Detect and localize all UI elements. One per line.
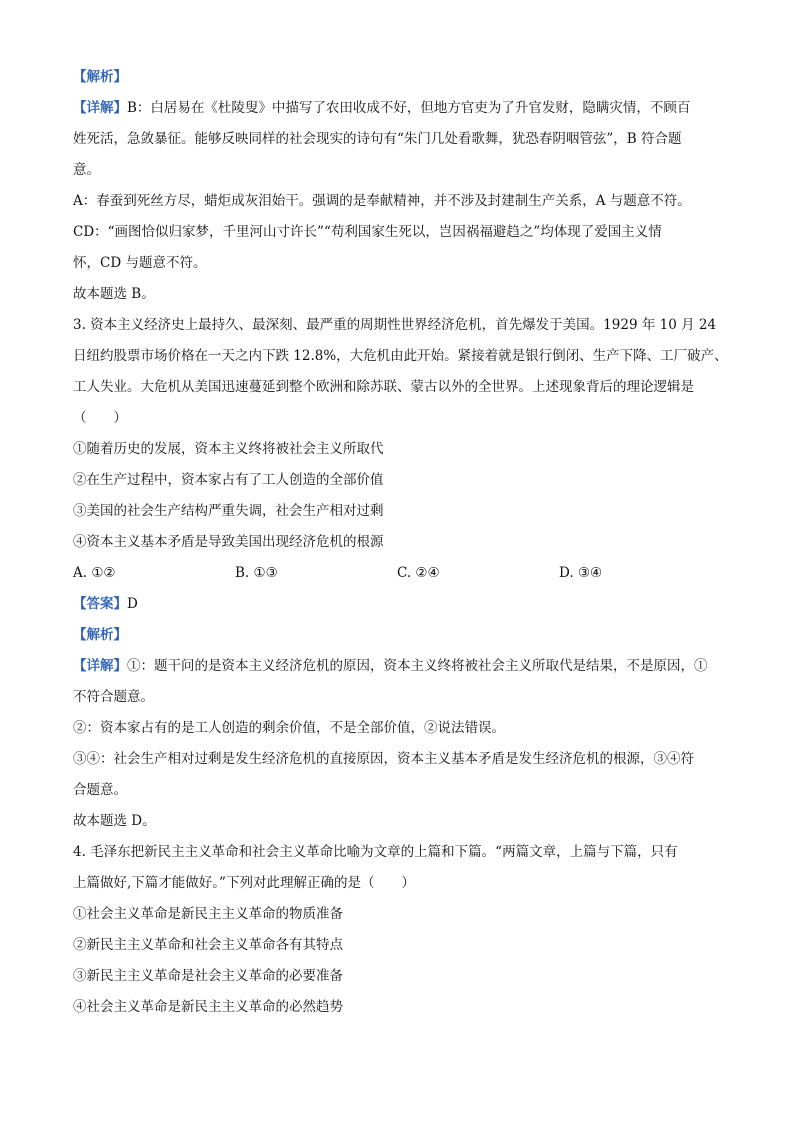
detail-tag: 【详解】 — [73, 100, 127, 116]
answer-line — [73, 589, 733, 620]
question-3-blank: （ ） — [73, 410, 127, 426]
detail-line — [73, 93, 733, 124]
question-3-stem: 工人失业。大危机从美国迅速蔓延到整个欧洲和除苏联、蒙古以外的全世界。上述现象背后的理论逻辑是 — [73, 379, 694, 395]
text-line: 姓死活，急敛暴征。能够反映同样的社会现实的诗句有“朱门几处看歌舞，犹恐春阴咽管弦”，B 符合题 — [73, 131, 682, 147]
analysis-heading — [73, 62, 733, 93]
text-line: 怀，CD 与题意不符。 — [73, 255, 207, 271]
statement-2: ②新民主主义革命和社会主义革命各有其特点 — [73, 937, 343, 953]
statement-4: ④社会主义革命是新民主主义革命的必然趋势 — [73, 999, 343, 1015]
text-line: 不符合题意。 — [73, 689, 154, 705]
option-b: B. ①③ — [235, 565, 278, 581]
option-c: C. ②④ — [397, 565, 440, 581]
statement-4: ④资本主义基本矛盾是导致美国出现经济危机的根源 — [73, 534, 384, 550]
analysis-tag: 【解析】 — [73, 627, 127, 643]
detail-line — [73, 651, 733, 682]
conclusion-line: 故本题选 B。 — [73, 286, 155, 302]
answer-tag: 【答案】 — [73, 596, 127, 612]
option-a: A. ①② — [73, 565, 116, 581]
text-line: A：春蚕到死丝方尽，蜡炬成灰泪始干。强调的是奉献精神，并不涉及封建制生产关系，A 与题意不符。 — [73, 193, 691, 209]
detail-tag: 【详解】 — [73, 658, 127, 674]
option-d: D. ③④ — [559, 565, 603, 581]
detail-text: ①：题干问的是资本主义经济危机的原因，资本主义终将被社会主义所取代是结果，不是原因，① — [127, 658, 708, 674]
text-line: 合题意。 — [73, 782, 127, 798]
text-line: 意。 — [73, 162, 100, 178]
conclusion-line: 故本题选 D。 — [73, 813, 156, 829]
question-3-stem: 日纽约股票市场价格在一天之内下跌 12.8%，大危机由此开始。紧接着就是银行倒闭、生产下降、工厂破产、 — [73, 348, 728, 364]
detail-text: B：白居易在《杜陵叟》中描写了农田收成不好，但地方官吏为了升官发财，隐瞒灾情，不顾百 — [127, 100, 691, 116]
statement-2: ②在生产过程中，资本家占有了工人创造的全部价值 — [73, 472, 384, 488]
answer-value: D — [127, 596, 138, 612]
text-line: CD：“画图恰似归家梦，千里河山寸许长”“苟利国家生死以，岂因祸福避趋之”均体现了爱国主义情 — [73, 224, 662, 240]
statement-1: ①随着历史的发展，资本主义终将被社会主义所取代 — [73, 441, 384, 457]
analysis-heading — [73, 620, 733, 651]
question-4-stem: 4. 毛泽东把新民主主义革命和社会主义革命比喻为文章的上篇和下篇。“两篇文章，上篇与下篇，只有 — [73, 844, 678, 860]
answer-options — [73, 558, 733, 589]
question-3-stem: 3. 资本主义经济史上最持久、最深刻、最严重的周期性世界经济危机，首先爆发于美国。1929 年 10 月 24 — [73, 317, 717, 333]
statement-3: ③新民主主义革命是社会主义革命的必要准备 — [73, 968, 343, 984]
text-line: ②：资本家占有的是工人创造的剩余价值，不是全部价值，②说法错误。 — [73, 720, 505, 736]
text-line: ③④：社会生产相对过剩是发生经济危机的直接原因，资本主义基本矛盾是发生经济危机的根源，③④符 — [73, 751, 694, 767]
analysis-tag: 【解析】 — [73, 69, 127, 85]
statement-1: ①社会主义革命是新民主主义革命的物质准备 — [73, 906, 343, 922]
document-page — [73, 62, 733, 1023]
question-4-stem: 上篇做好,下篇才能做好。”下列对此理解正确的是（ ） — [73, 875, 415, 891]
statement-3: ③美国的社会生产结构严重失调，社会生产相对过剩 — [73, 503, 384, 519]
